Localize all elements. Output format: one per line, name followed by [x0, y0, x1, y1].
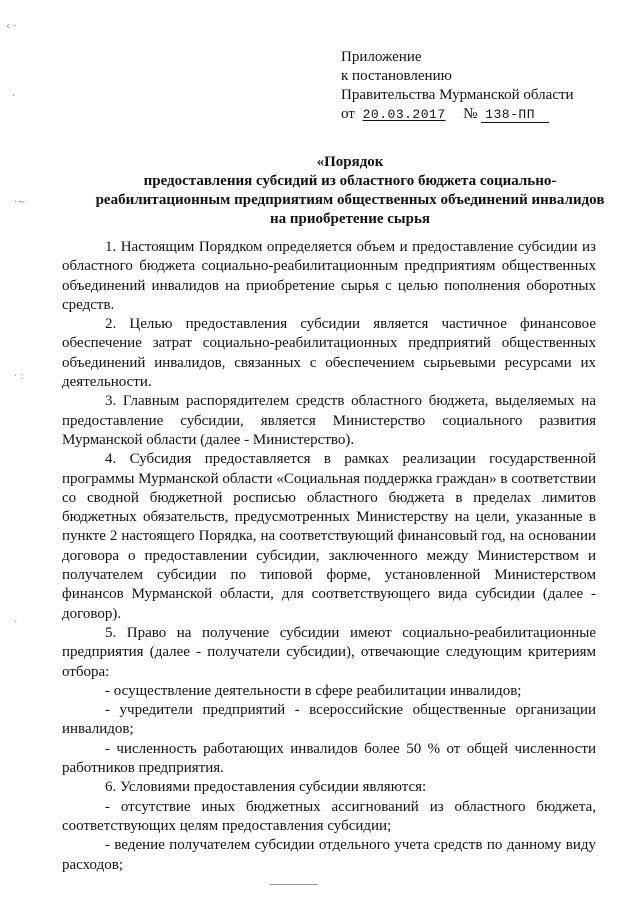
scan-mark: · — [12, 91, 16, 102]
number-value: 138-ПП — [481, 107, 549, 123]
document-title — [60, 153, 640, 229]
paragraph: - осуществление деятельности в сфере реабилитации инвалидов; — [105, 682, 522, 699]
scan-mark: · : — [14, 371, 24, 382]
paragraph: - отсутствие иных бюджетных ассигнований из областного бюджета, соответствующих целям предоставления субсидии; — [62, 798, 596, 834]
title-line-3: реабилитационным предприятиям общественных объединений инвалидов — [95, 192, 605, 208]
title-line-1: «Порядок — [316, 154, 384, 170]
header-to-resolution: к постановлению — [341, 68, 452, 84]
scan-mark: · — [14, 617, 18, 628]
paragraph: 5. Право на получение субсидии имеют социально-реабилитационные предприятия (далее - получатели субсидии), отвечающие следующим критериям отбора: — [62, 624, 596, 680]
header-government: Правительства Мурманской области — [341, 87, 574, 103]
title-line-4: на приобретение сырья — [270, 211, 430, 227]
header-appendix: Приложение — [341, 49, 422, 65]
document-body — [62, 238, 596, 875]
date-value: 20.03.2017 — [362, 107, 446, 122]
scan-mark: ‹ · — [6, 21, 17, 32]
date-label: от — [341, 106, 355, 122]
document-header — [341, 48, 621, 124]
paragraph: 6. Условиями предоставления субсидии являются: — [105, 779, 427, 796]
paragraph: 1. Настоящим Порядком определяется объем и предоставление субсидии из областного бюджета социально-реабилитационным предприятиям общественных объединений инвалидов на приобретение сырья с целью пополнения оборотных средств. — [62, 239, 596, 313]
page-bottom-rule — [270, 884, 318, 885]
paragraph: - численность работающих инвалидов более 50 % от общей численности работников предприятия. — [62, 740, 596, 777]
number-label: № — [463, 106, 478, 122]
header-date-number — [341, 105, 621, 124]
paragraph: 3. Главным распорядителем средств областного бюджета, выделяемых на предоставление субсидии, является Министерство социального развития Мурманской области (далее - Министерство). — [62, 393, 596, 448]
title-line-2: предоставления субсидий из областного бюджета социально- — [143, 173, 557, 189]
paragraph: 4. Субсидия предоставляется в рамках реализации государственной программы Мурманской области «Социальная поддержка граждан» в соответствии со сводной бюджетной росписью областного бюджета в пределах лимитов бюджетных обязательств, предусмотренных Министерству на цели, указанные в пункте 2 настоящего Порядка, на соответствующий финансовый год, на основании договора о предоставлении субсидии, заключенного между Министерством и получателем субсидии по типовой форме, установленной Министерством финансов Мурманской области, для соответствующего вида субсидии (далее - договор). — [62, 451, 597, 622]
paragraph: - учредители предприятий - всероссийские общественные организации инвалидов; — [62, 702, 596, 738]
paragraph: - ведение получателем субсидии отдельного учета средств по данному виду расходов; — [62, 837, 596, 873]
scan-mark: ·~ — [14, 197, 26, 208]
paragraph: 2. Целью предоставления субсидии является частичное финансовое обеспечение затрат социально-реабилитационных предприятий общественных объединений инвалидов, связанных с обеспечением сырьевыми ресурсами их деятельности. — [62, 316, 596, 391]
